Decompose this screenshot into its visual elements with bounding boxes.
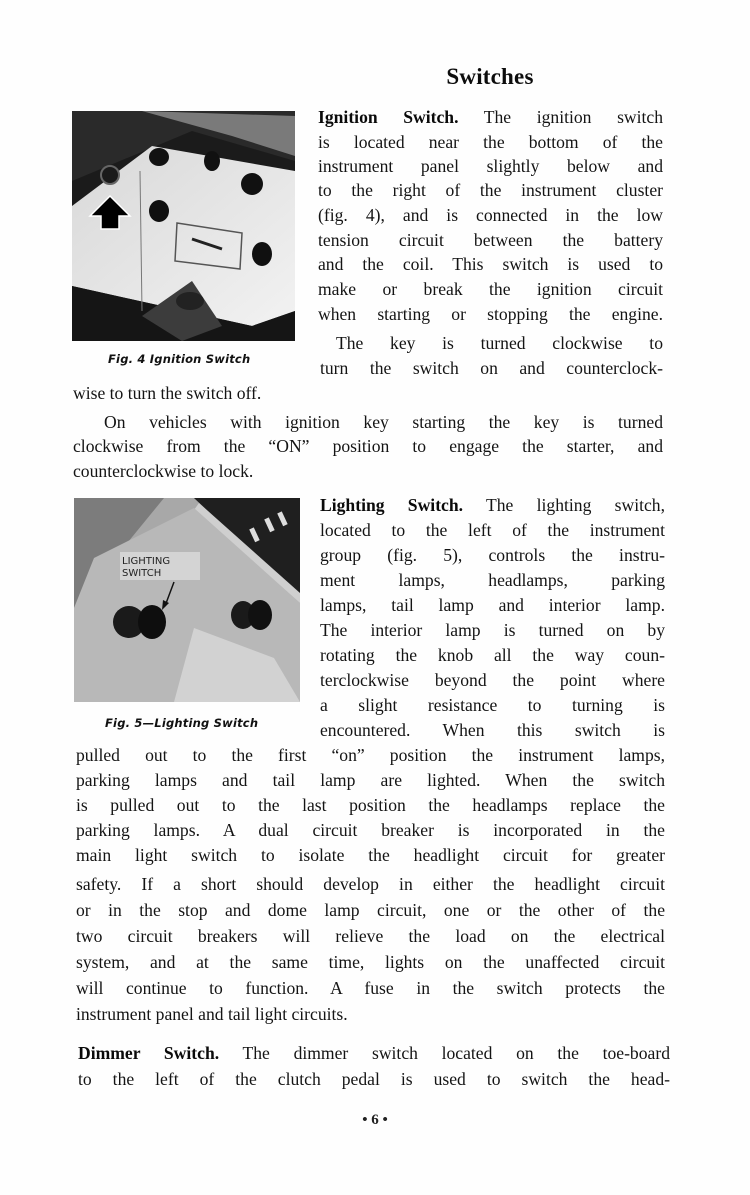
text-line: will continue to function. A fuse in the switch protects the: [76, 978, 665, 998]
text-line: On vehicles with ignition key starting the key is turned: [104, 412, 663, 432]
text-line: tension circuit between the battery: [318, 230, 663, 250]
section-title-dimmer: Dimmer Switch.: [78, 1043, 220, 1063]
section-title-ignition: Ignition Switch.: [318, 107, 459, 127]
text-line: The key is turned clockwise to: [336, 333, 663, 353]
text-line: safety. If a short should develop in either the headlight circuit: [76, 874, 665, 894]
text-line: parking lamps. A dual circuit breaker is incorporated in the: [76, 820, 665, 840]
text-line: main light switch to isolate the headlight circuit for greater: [76, 845, 665, 865]
text-line: pulled out to the first “on” position the instrument lamps,: [76, 745, 665, 765]
page-heading: Switches: [446, 64, 534, 89]
text-line: is pulled out to the last position the headlamps replace the: [76, 795, 665, 815]
text-line: turn the switch on and counterclock-: [320, 358, 663, 378]
text-line: The interior lamp is turned on by: [320, 620, 665, 640]
text-line: wise to turn the switch off.: [73, 383, 262, 403]
section-title-lighting: Lighting Switch.: [320, 495, 464, 515]
text-line: rotating the knob all the way coun-: [320, 645, 665, 665]
text-line: is located near the bottom of the: [318, 132, 663, 152]
text-line: to the right of the instrument cluster: [318, 180, 663, 200]
lighting-switch-label: LIGHTING: [122, 556, 171, 567]
lighting-switch-label: SWITCH: [122, 568, 162, 579]
text-line: terclockwise beyond the point where: [320, 670, 665, 690]
text-line: instrument panel slightly below and: [318, 156, 663, 176]
figure-lighting-switch-photo: [74, 498, 300, 702]
text-line: encountered. When this switch is: [320, 720, 665, 740]
text-line: Dimmer Switch. The dimmer switch located on the toe-board: [78, 1043, 670, 1063]
lighting-switch-photo-illustration: [74, 498, 300, 702]
text-line: a slight resistance to turning is: [320, 695, 665, 715]
text-line: when starting or stopping the engine.: [318, 304, 663, 324]
text-line: lamps, tail lamp and interior lamp.: [320, 595, 665, 615]
text-line: or in the stop and dome lamp circuit, one or the other of the: [76, 900, 665, 920]
text-line: to the left of the clutch pedal is used to switch the head-: [78, 1069, 670, 1089]
figure-ignition-switch-photo: [72, 111, 295, 341]
text-line: system, and at the same time, lights on the unaffected circuit: [76, 952, 665, 972]
text-line: ment lamps, headlamps, parking: [320, 570, 665, 590]
text-line: group (fig. 5), controls the instru-: [320, 545, 665, 565]
figure-4-caption: Fig. 4 Ignition Switch: [108, 352, 251, 366]
text-line: (fig. 4), and is connected in the low: [318, 205, 663, 225]
text-line: counterclockwise to lock.: [73, 461, 254, 481]
page-number: • 6 •: [362, 1112, 388, 1128]
text-line: instrument panel and tail light circuits.: [76, 1004, 348, 1024]
text-line: two circuit breakers will relieve the load on the electrical: [76, 926, 665, 946]
text-line: and the coil. This switch is used to: [318, 254, 663, 274]
text-line: make or break the ignition circuit: [318, 279, 663, 299]
dashboard-photo-illustration: [72, 111, 295, 341]
text-line: located to the left of the instrument: [320, 520, 665, 540]
text-line: clockwise from the “ON” position to engage the starter, and: [73, 436, 663, 456]
figure-5-caption: Fig. 5—Lighting Switch: [105, 716, 259, 730]
text-line: parking lamps and tail lamp are lighted. When the switch: [76, 770, 665, 790]
text-line: Lighting Switch. The lighting switch,: [320, 495, 665, 515]
text-line: Ignition Switch. The ignition switch: [318, 107, 663, 127]
